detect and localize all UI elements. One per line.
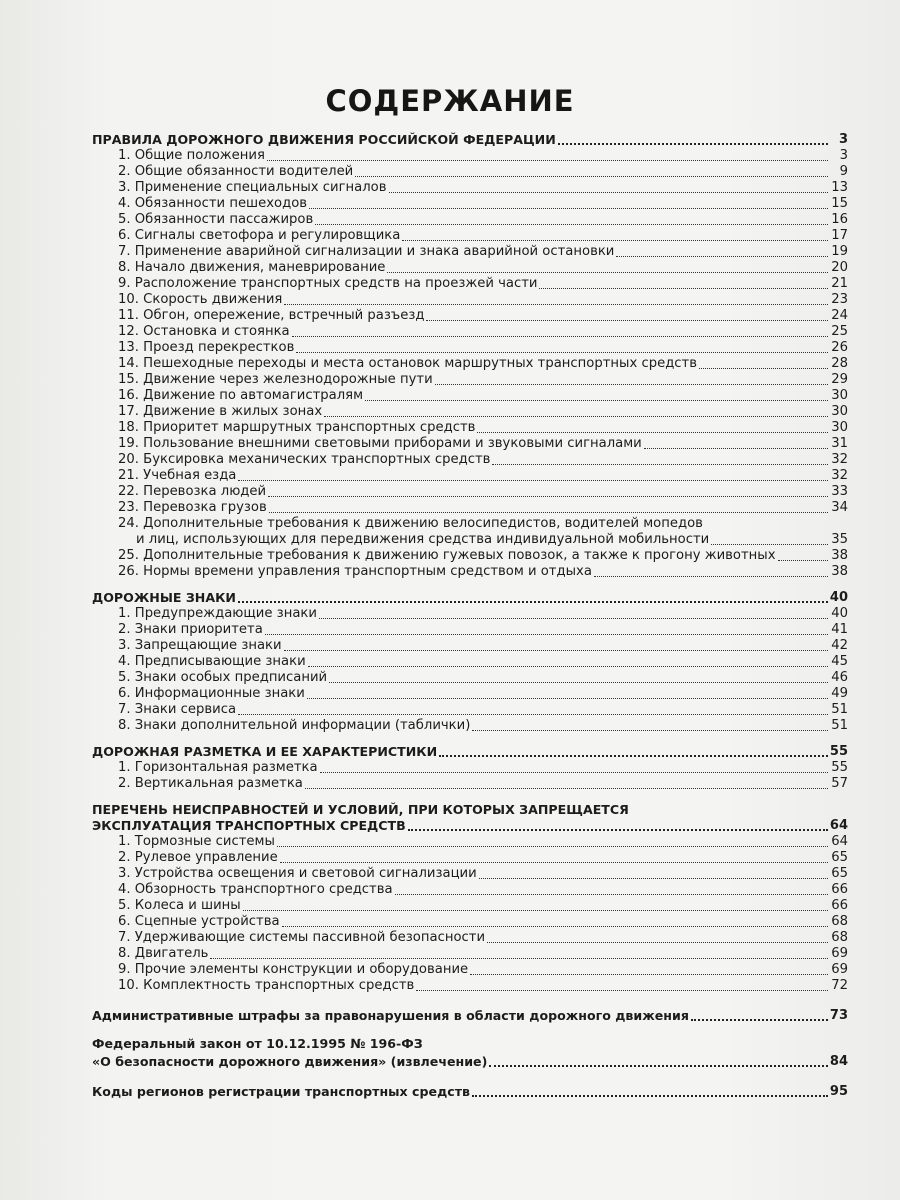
toc-item-page: 30 <box>831 388 848 403</box>
toc-item-page: 30 <box>831 404 848 419</box>
toc-item-page: 24 <box>831 308 848 323</box>
toc-item-page: 31 <box>831 436 848 451</box>
toc-item-label: 11. Обгон, опережение, встречный разъезд <box>118 308 425 323</box>
toc-item <box>92 356 848 372</box>
toc-item-label: 24. Дополнительные требования к движению велосипедистов, водителей мопедов <box>118 516 703 531</box>
toc-item-page: 41 <box>831 622 848 637</box>
toc-item <box>92 436 848 452</box>
toc-list-traffic-rules-tail <box>92 548 848 580</box>
toc-item-label: 22. Перевозка людей <box>118 484 267 499</box>
toc-item-label: 2. Знаки приоритета <box>118 622 263 637</box>
toc-item-page: 38 <box>831 564 848 579</box>
toc-item-label: 7. Удерживающие системы пассивной безопасности <box>118 930 486 945</box>
toc-item <box>92 638 848 654</box>
toc-item-page: 42 <box>831 638 848 653</box>
toc-item <box>92 212 848 228</box>
toc-item <box>92 978 848 994</box>
toc-item-page: 26 <box>831 340 848 355</box>
toc-item <box>92 452 848 468</box>
toc-item-label: 8. Начало движения, маневрирование <box>118 260 386 275</box>
toc-item-page: 34 <box>831 500 848 515</box>
toc-item-page: 65 <box>831 866 848 881</box>
toc-item-page: 17 <box>831 228 848 243</box>
toc-item-label: 19. Пользование внешними световыми приборами и звуковыми сигналами <box>118 436 642 451</box>
toc-item-label: 10. Скорость движения <box>118 292 283 307</box>
toc-item-page: 40 <box>831 606 848 621</box>
toc-item-label: 7. Знаки сервиса <box>118 702 237 717</box>
toc-item-page: 23 <box>831 292 848 307</box>
toc-item-page: 68 <box>831 914 848 929</box>
toc-item-page: 51 <box>831 718 848 733</box>
toc-item-page: 30 <box>831 420 848 435</box>
toc-item-label: 16. Движение по автомагистралям <box>118 388 364 403</box>
toc-item-page: 46 <box>831 670 848 685</box>
toc-item <box>92 606 848 622</box>
toc-item-page: 13 <box>831 180 848 195</box>
toc-item-label: 5. Обязанности пассажиров <box>118 212 314 227</box>
toc-item <box>92 882 848 898</box>
toc-item <box>92 962 848 978</box>
toc-item <box>92 548 848 564</box>
toc-item-label: 14. Пешеходные переходы и места остановок маршрутных транспортных средств <box>118 356 698 371</box>
toc-item <box>92 148 848 164</box>
toc-item-page: 69 <box>831 946 848 961</box>
toc-item <box>92 686 848 702</box>
toc-section-road-signs: ДОРОЖНЫЕ ЗНАКИ 40 <box>92 590 848 605</box>
toc-item-label: 6. Сцепные устройства <box>118 914 280 929</box>
table-of-contents <box>92 132 848 1100</box>
toc-item-page: 55 <box>831 760 848 775</box>
toc-item <box>92 228 848 244</box>
toc-item-label: 4. Предписывающие знаки <box>118 654 306 669</box>
toc-item-label: 9. Расположение транспортных средств на проезжей части <box>118 276 538 291</box>
toc-item <box>92 760 848 776</box>
toc-item <box>92 776 848 792</box>
toc-item <box>92 500 848 516</box>
toc-section-federal-law: «О безопасности дорожного движения» (извлечение) 84 <box>92 1054 848 1069</box>
toc-item-label: 5. Знаки особых предписаний <box>118 670 328 685</box>
toc-section-federal-law-line1: Федеральный закон от 10.12.1995 № 196-ФЗ <box>92 1036 423 1051</box>
toc-item-page: 45 <box>831 654 848 669</box>
toc-item <box>92 898 848 914</box>
toc-item-label: 18. Приоритет маршрутных транспортных средств <box>118 420 476 435</box>
toc-item <box>92 292 848 308</box>
toc-item-label: 12. Остановка и стоянка <box>118 324 290 339</box>
toc-item <box>92 468 848 484</box>
toc-item <box>92 484 848 500</box>
toc-item <box>92 244 848 260</box>
toc-item-page: 15 <box>831 196 848 211</box>
toc-item-page: 29 <box>831 372 848 387</box>
toc-item-label: 23. Перевозка грузов <box>118 500 267 515</box>
toc-item <box>92 260 848 276</box>
toc-item-page: 28 <box>831 356 848 371</box>
toc-item <box>92 308 848 324</box>
toc-item <box>92 834 848 850</box>
toc-item-page: 20 <box>831 260 848 275</box>
toc-section-region-codes: Коды регионов регистрации транспортных средств 95 <box>92 1084 848 1099</box>
toc-list-traffic-rules <box>92 148 848 516</box>
toc-item-label: 1. Общие положения <box>118 148 265 163</box>
toc-item <box>92 702 848 718</box>
toc-item-label: 26. Нормы времени управления транспортным средством и отдыха <box>118 564 592 579</box>
toc-item-label: 13. Проезд перекрестков <box>118 340 295 355</box>
toc-list-road-signs <box>92 606 848 734</box>
toc-section-traffic-rules: ПРАВИЛА ДОРОЖНОГО ДВИЖЕНИЯ РОССИЙСКОЙ ФЕДЕРАЦИИ 3 <box>92 132 848 147</box>
toc-item <box>92 340 848 356</box>
toc-section-malfunctions: ЭКСПЛУАТАЦИЯ ТРАНСПОРТНЫХ СРЕДСТВ 64 <box>92 818 848 833</box>
toc-item-label: 3. Устройства освещения и световой сигнализации <box>118 866 477 881</box>
toc-item <box>92 654 848 670</box>
toc-item-page: 16 <box>831 212 848 227</box>
toc-item-label: 5. Колеса и шины <box>118 898 241 913</box>
toc-item-label: 3. Применение специальных сигналов <box>118 180 387 195</box>
toc-item-label: 25. Дополнительные требования к движению гужевых повозок, а также к прогону животных <box>118 548 776 563</box>
toc-item-page: 68 <box>831 930 848 945</box>
toc-item-label: 1. Предупреждающие знаки <box>118 606 317 621</box>
toc-item-page: 38 <box>831 548 848 563</box>
toc-item-label: 15. Движение через железнодорожные пути <box>118 372 433 387</box>
toc-item <box>92 276 848 292</box>
toc-item-page: 49 <box>831 686 848 701</box>
toc-item <box>92 718 848 734</box>
toc-item-label: 20. Буксировка механических транспортных средств <box>118 452 491 467</box>
toc-item-label: 2. Вертикальная разметка <box>118 776 303 791</box>
toc-item <box>92 404 848 420</box>
toc-item-label: 8. Двигатель <box>118 946 209 961</box>
toc-item-page: 69 <box>831 962 848 977</box>
toc-item <box>92 850 848 866</box>
toc-item <box>92 388 848 404</box>
toc-item <box>92 946 848 962</box>
toc-item-page: 21 <box>831 276 848 291</box>
toc-item <box>92 670 848 686</box>
toc-section-road-marking: ДОРОЖНАЯ РАЗМЕТКА И ЕЕ ХАРАКТЕРИСТИКИ 55 <box>92 744 848 759</box>
toc-item-label: 2. Рулевое управление <box>118 850 278 865</box>
toc-item <box>92 866 848 882</box>
toc-item-page: 72 <box>831 978 848 993</box>
toc-item-label: 1. Горизонтальная разметка <box>118 760 318 775</box>
toc-item-page: 19 <box>831 244 848 259</box>
toc-item <box>92 164 848 180</box>
toc-item-label: 6. Информационные знаки <box>118 686 305 701</box>
toc-item-page: 66 <box>831 898 848 913</box>
toc-item <box>92 324 848 340</box>
toc-list-road-marking <box>92 760 848 792</box>
toc-item-page: 3 <box>839 148 848 163</box>
toc-item-label: 3. Запрещающие знаки <box>118 638 282 653</box>
toc-item <box>92 622 848 638</box>
toc-item-page: 66 <box>831 882 848 897</box>
toc-item <box>92 930 848 946</box>
toc-item-page: 25 <box>831 324 848 339</box>
toc-item-label: 4. Обзорность транспортного средства <box>118 882 393 897</box>
toc-item-page: 9 <box>839 164 848 179</box>
toc-item <box>92 914 848 930</box>
toc-item-label: 1. Тормозные системы <box>118 834 275 849</box>
toc-item-page: 32 <box>831 452 848 467</box>
toc-item-label: 4. Обязанности пешеходов <box>118 196 308 211</box>
toc-item-page: 32 <box>831 468 848 483</box>
toc-item <box>92 196 848 212</box>
toc-item <box>92 372 848 388</box>
toc-item-label: 6. Сигналы светофора и регулировщика <box>118 228 401 243</box>
toc-item-page: 51 <box>831 702 848 717</box>
toc-section-fines: Административные штрафы за правонарушения в области дорожного движения 73 <box>92 1008 848 1023</box>
toc-list-malfunctions <box>92 834 848 994</box>
toc-item-label: 21. Учебная езда <box>118 468 237 483</box>
toc-item-label: 8. Знаки дополнительной информации (таблички) <box>118 718 471 733</box>
toc-item-label: 2. Общие обязанности водителей <box>118 164 354 179</box>
toc-item <box>92 564 848 580</box>
toc-item: и лиц, использующих для передвижения средства индивидуальной мобильности 35 <box>136 532 848 547</box>
page-title: СОДЕРЖАНИЕ <box>325 84 575 118</box>
toc-item-page: 33 <box>831 484 848 499</box>
toc-item-label: 10. Комплектность транспортных средств <box>118 978 415 993</box>
toc-item-page: 57 <box>831 776 848 791</box>
toc-item-label: 9. Прочие элементы конструкции и оборудование <box>118 962 469 977</box>
toc-item-page: 64 <box>831 834 848 849</box>
toc-item-page: 65 <box>831 850 848 865</box>
toc-item-label: 17. Движение в жилых зонах <box>118 404 323 419</box>
toc-item <box>92 420 848 436</box>
toc-section-malfunctions-line1: ПЕРЕЧЕНЬ НЕИСПРАВНОСТЕЙ И УСЛОВИЙ, ПРИ КОТОРЫХ ЗАПРЕЩАЕТСЯ <box>92 802 629 817</box>
toc-item <box>92 180 848 196</box>
toc-item-label: 7. Применение аварийной сигнализации и знака аварийной остановки <box>118 244 615 259</box>
